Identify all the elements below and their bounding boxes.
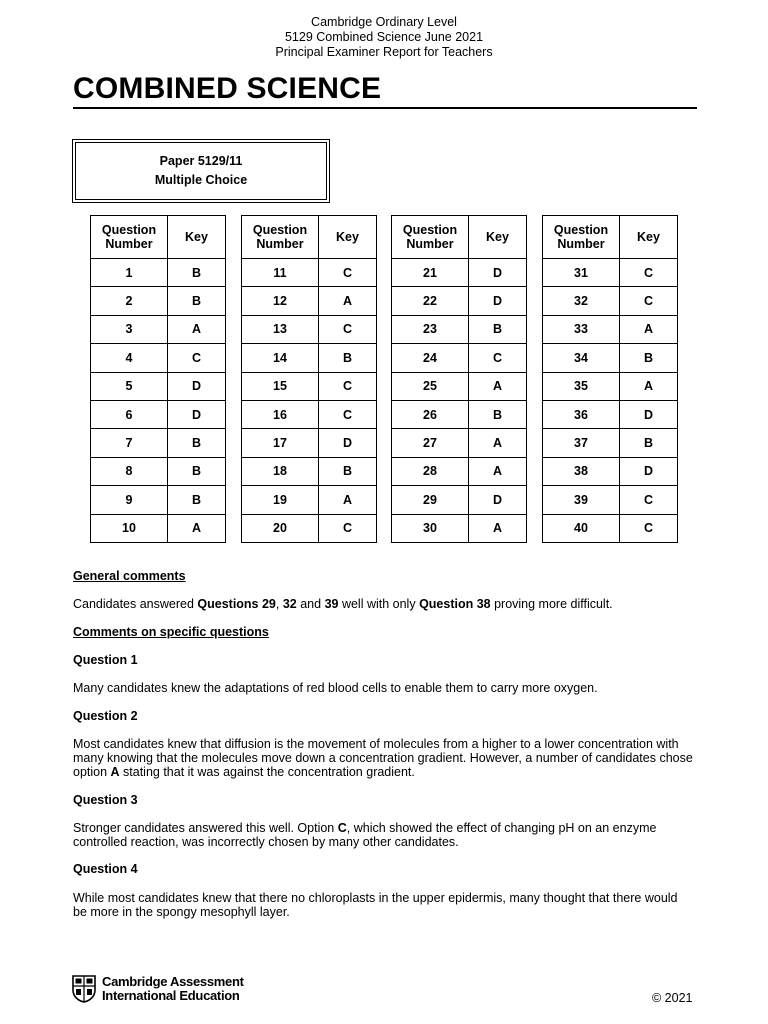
table-row	[91, 514, 226, 542]
table-row	[242, 372, 377, 400]
question-number: 7	[91, 429, 168, 457]
question-number: 34	[543, 344, 620, 372]
question-number: 31	[543, 259, 620, 287]
general-q32: 32	[282, 597, 297, 611]
table-row	[543, 372, 678, 400]
question-number: 3	[91, 315, 168, 343]
question-number: 8	[91, 457, 168, 485]
table-row	[543, 315, 678, 343]
table-row	[242, 486, 377, 514]
question-number: 35	[543, 372, 620, 400]
table-row	[91, 457, 226, 485]
question-number-header: Question Number	[91, 216, 168, 259]
question-number: 32	[543, 287, 620, 315]
question-number: 16	[242, 400, 319, 428]
question-number: 4	[91, 344, 168, 372]
general-text-5: proving more difficult.	[490, 597, 613, 611]
table-row	[392, 372, 527, 400]
table-row	[242, 287, 377, 315]
table-row	[91, 315, 226, 343]
question-number: 21	[392, 259, 469, 287]
question-number: 39	[543, 486, 620, 514]
question-number: 9	[91, 486, 168, 514]
table-row	[543, 259, 678, 287]
question-1-heading: Question 1	[73, 653, 138, 667]
question-2-heading: Question 2	[73, 709, 138, 723]
table-row	[392, 315, 527, 343]
answer-key: A	[469, 514, 527, 542]
answer-key: B	[319, 457, 377, 485]
paper-code: Paper 5129/11	[159, 154, 243, 168]
question-number: 36	[543, 400, 620, 428]
answer-key: D	[469, 259, 527, 287]
answer-key: A	[620, 315, 678, 343]
answer-key: C	[469, 344, 527, 372]
question-3-text-a: Stronger candidates answered this well. Option	[73, 821, 338, 835]
answer-key: D	[168, 400, 226, 428]
answer-key: B	[319, 344, 377, 372]
question-number: 14	[242, 344, 319, 372]
answer-key: C	[620, 514, 678, 542]
answer-key: C	[319, 315, 377, 343]
key-header: Key	[620, 216, 678, 259]
answer-key-table-3	[391, 215, 527, 543]
logo-line-2: International Education	[102, 988, 240, 1003]
table-row	[392, 344, 527, 372]
question-number: 19	[242, 486, 319, 514]
question-3-text-b: , which showed the effect of changing pH on an enzyme controlled reaction, was incorrectly chosen by many other candidates.	[73, 821, 657, 849]
answer-key: B	[620, 344, 678, 372]
question-number: 13	[242, 315, 319, 343]
table-row	[392, 429, 527, 457]
header-line-2: 5129 Combined Science June 2021	[284, 30, 484, 44]
answer-key: A	[319, 287, 377, 315]
answer-key: B	[469, 315, 527, 343]
table-row	[543, 429, 678, 457]
general-text-2: ,	[275, 597, 283, 611]
table-row	[91, 372, 226, 400]
answer-key-table-4	[542, 215, 678, 543]
answer-key: C	[620, 486, 678, 514]
paper-type: Multiple Choice	[154, 173, 248, 187]
general-q39: 39	[324, 597, 339, 611]
table-row	[543, 344, 678, 372]
table-row	[543, 287, 678, 315]
cambridge-shield-icon	[72, 975, 96, 1003]
general-q38: Question 38	[419, 597, 491, 611]
key-header: Key	[469, 216, 527, 259]
header-line-1: Cambridge Ordinary Level	[311, 15, 457, 29]
question-number: 6	[91, 400, 168, 428]
cambridge-logo	[72, 975, 244, 1003]
question-number: 18	[242, 457, 319, 485]
answer-key: B	[168, 457, 226, 485]
answer-key: C	[620, 287, 678, 315]
question-number-header: Question Number	[242, 216, 319, 259]
title-divider	[73, 107, 697, 109]
answer-key-table-1	[90, 215, 226, 543]
question-number: 24	[392, 344, 469, 372]
general-text-3: and	[296, 597, 325, 611]
table-row	[91, 344, 226, 372]
answer-key: B	[168, 429, 226, 457]
answer-key: B	[168, 486, 226, 514]
table-row	[242, 457, 377, 485]
question-4-text: While most candidates knew that there no chloroplasts in the upper epidermis, many thought that there would be more in the spongy mesophyll layer.	[73, 891, 678, 919]
question-number: 17	[242, 429, 319, 457]
table-row	[91, 400, 226, 428]
question-3-heading: Question 3	[73, 793, 138, 807]
logo-line-1: Cambridge Assessment	[102, 974, 244, 989]
answer-key: A	[168, 315, 226, 343]
answer-key: D	[168, 372, 226, 400]
answer-key: C	[168, 344, 226, 372]
table-row	[543, 400, 678, 428]
question-2-text-b: stating that it was against the concentration gradient.	[119, 765, 415, 779]
question-number: 40	[543, 514, 620, 542]
answer-key: C	[620, 259, 678, 287]
answer-key: C	[319, 259, 377, 287]
header-line-3: Principal Examiner Report for Teachers	[275, 45, 493, 59]
question-number: 37	[543, 429, 620, 457]
question-number: 25	[392, 372, 469, 400]
question-number: 28	[392, 457, 469, 485]
table-row	[242, 315, 377, 343]
answer-key: B	[469, 400, 527, 428]
table-row	[91, 287, 226, 315]
table-row	[543, 486, 678, 514]
table-row	[91, 486, 226, 514]
general-comments-text	[73, 597, 713, 611]
question-3-option: C	[337, 821, 347, 835]
question-number: 33	[543, 315, 620, 343]
table-row	[392, 287, 527, 315]
question-number: 26	[392, 400, 469, 428]
table-row	[242, 344, 377, 372]
table-row	[392, 259, 527, 287]
answer-key: B	[168, 259, 226, 287]
answer-key-table-2	[241, 215, 377, 543]
table-row	[242, 514, 377, 542]
answer-key: C	[319, 372, 377, 400]
question-number: 11	[242, 259, 319, 287]
question-number: 27	[392, 429, 469, 457]
paper-info-box	[72, 139, 330, 203]
answer-key: A	[620, 372, 678, 400]
question-number: 22	[392, 287, 469, 315]
answer-key: B	[620, 429, 678, 457]
table-row	[242, 429, 377, 457]
table-row	[91, 259, 226, 287]
answer-key: D	[319, 429, 377, 457]
question-4-heading: Question 4	[73, 862, 138, 876]
key-header: Key	[319, 216, 377, 259]
question-number-header: Question Number	[543, 216, 620, 259]
answer-key: A	[168, 514, 226, 542]
paper-info-inner	[75, 142, 327, 200]
answer-key: A	[319, 486, 377, 514]
table-row	[543, 514, 678, 542]
question-number-header: Question Number	[392, 216, 469, 259]
question-number: 1	[91, 259, 168, 287]
general-text-4: well with only	[338, 597, 420, 611]
question-number: 2	[91, 287, 168, 315]
general-q29: Questions 29	[197, 597, 276, 611]
table-row	[392, 486, 527, 514]
question-3-text	[73, 821, 698, 849]
page-title: COMBINED SCIENCE	[73, 72, 382, 105]
table-row	[392, 457, 527, 485]
answer-key: C	[319, 514, 377, 542]
answer-key: C	[319, 400, 377, 428]
answer-key: A	[469, 429, 527, 457]
question-number: 10	[91, 514, 168, 542]
key-header: Key	[168, 216, 226, 259]
answer-key: A	[469, 372, 527, 400]
answer-key: D	[469, 486, 527, 514]
table-row	[242, 400, 377, 428]
question-2-text	[73, 737, 703, 779]
table-row	[242, 259, 377, 287]
question-number: 20	[242, 514, 319, 542]
table-row	[543, 457, 678, 485]
answer-key: D	[620, 400, 678, 428]
report-header	[0, 15, 768, 60]
answer-key: D	[620, 457, 678, 485]
specific-comments-heading: Comments on specific questions	[73, 625, 269, 639]
table-row	[392, 514, 527, 542]
copyright: © 2021	[652, 991, 693, 1005]
answer-key: B	[168, 287, 226, 315]
question-number: 23	[392, 315, 469, 343]
answer-key: D	[469, 287, 527, 315]
general-text-1: Candidates answered	[73, 597, 198, 611]
question-number: 38	[543, 457, 620, 485]
question-2-option: A	[110, 765, 120, 779]
general-comments-heading: General comments	[73, 569, 186, 583]
question-2-text-a: Most candidates knew that diffusion is the movement of molecules from a higher to a lower concentration with many knowing that the molecules move down a concentration gradient. However, a number of candidates chose option	[73, 737, 693, 779]
question-number: 15	[242, 372, 319, 400]
question-number: 12	[242, 287, 319, 315]
answer-key: A	[469, 457, 527, 485]
table-row	[91, 429, 226, 457]
table-row	[392, 400, 527, 428]
question-1-text: Many candidates knew the adaptations of red blood cells to enable them to carry more oxygen.	[73, 681, 598, 695]
question-number: 29	[392, 486, 469, 514]
question-number: 5	[91, 372, 168, 400]
question-number: 30	[392, 514, 469, 542]
